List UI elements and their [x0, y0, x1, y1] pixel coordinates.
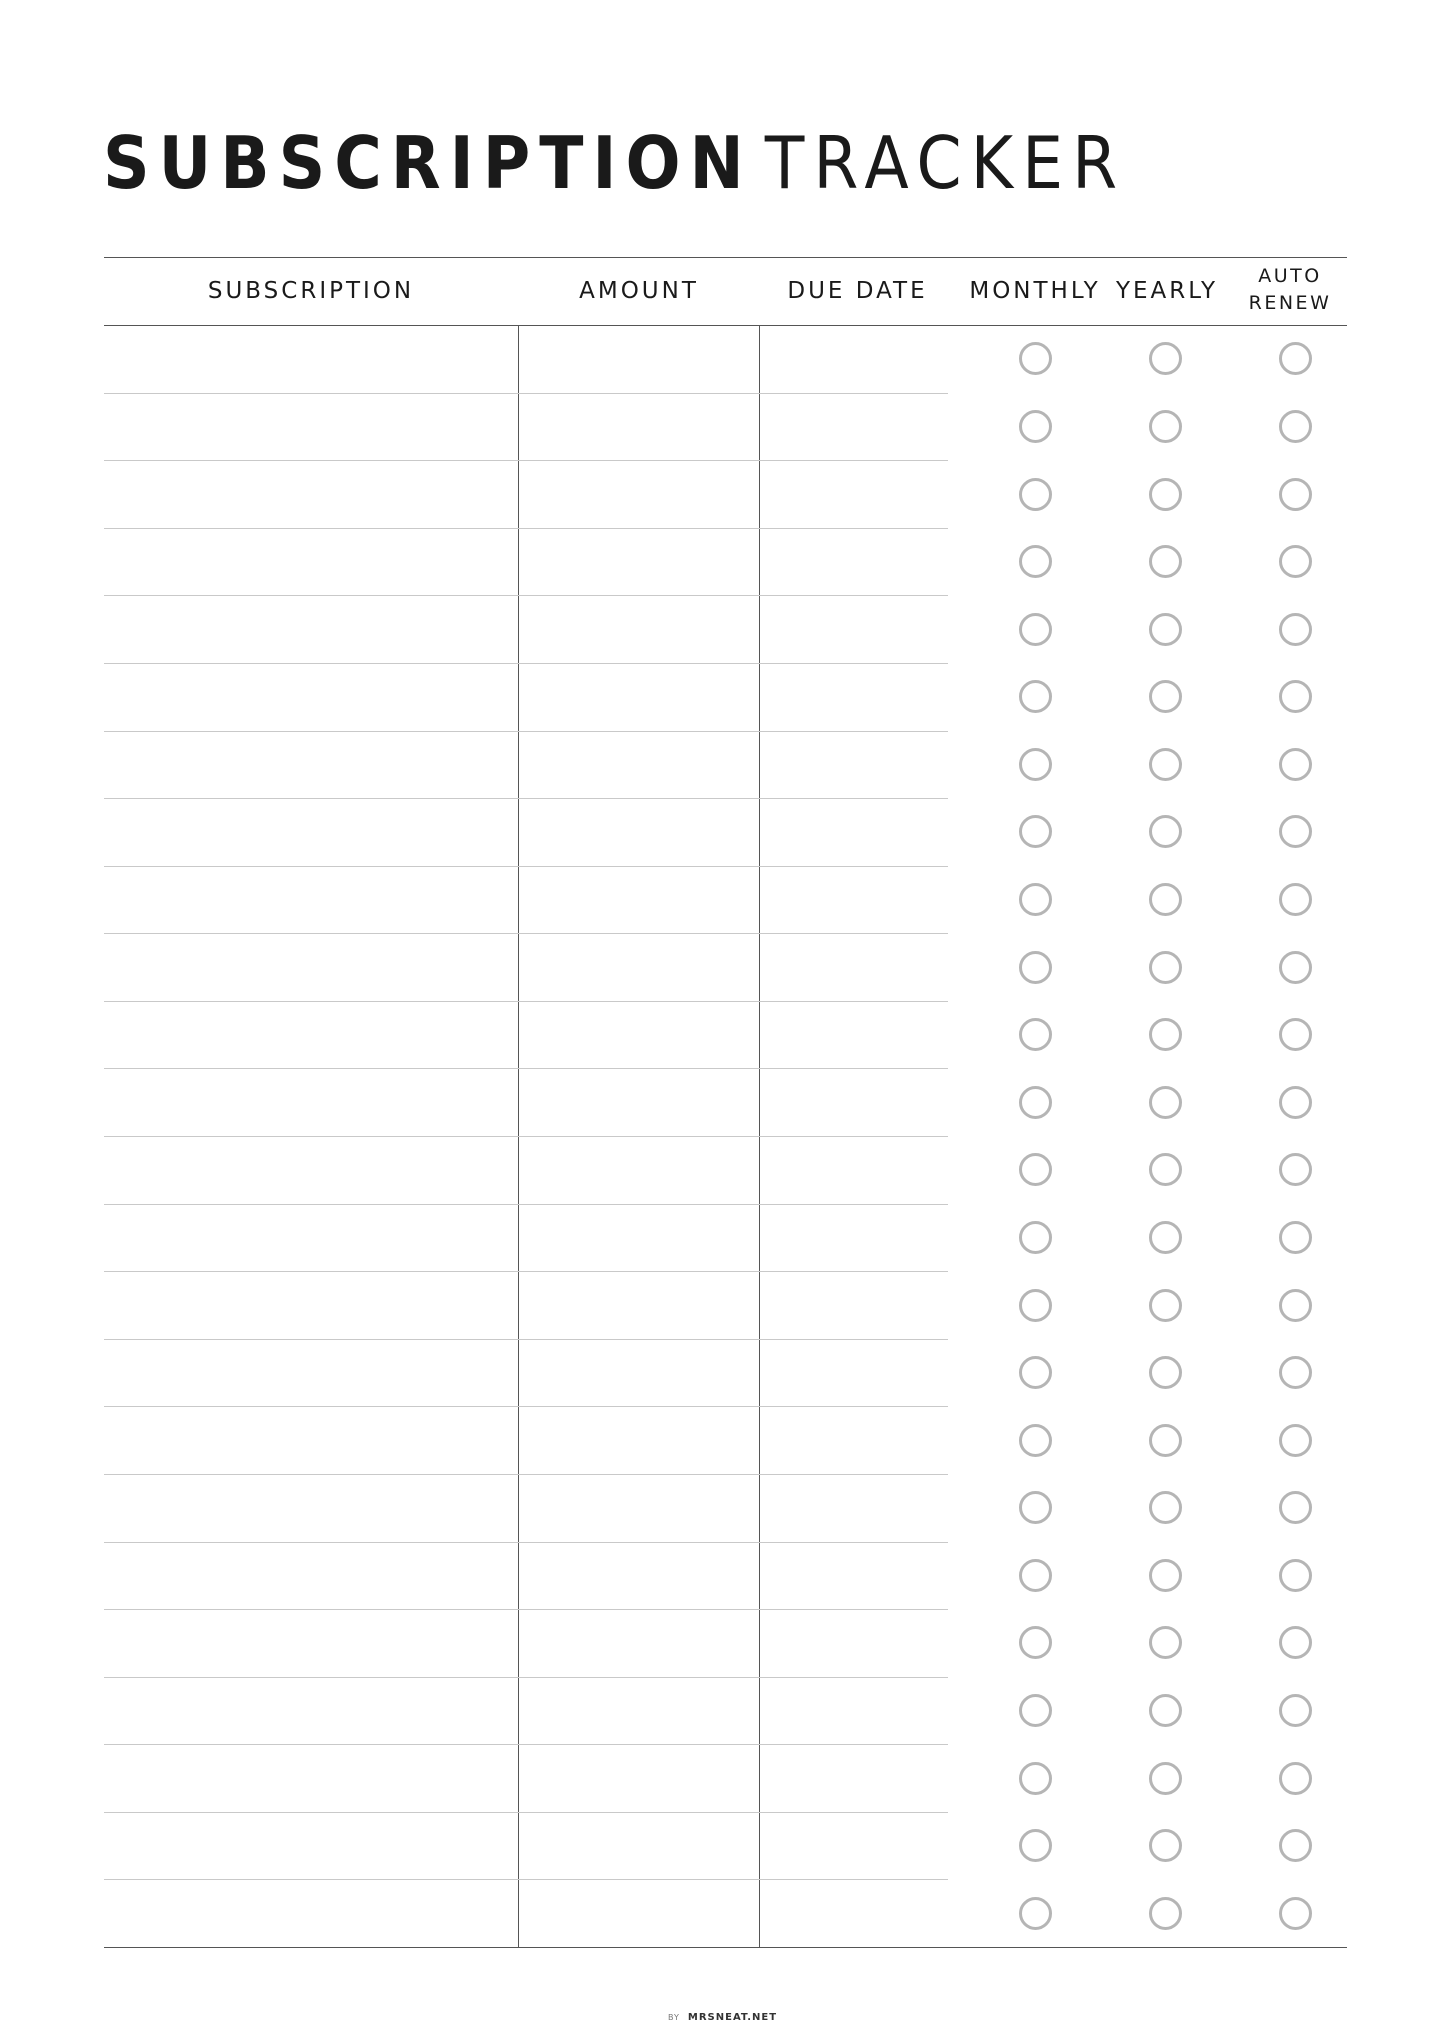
- auto-renew-checkbox[interactable]: [1279, 1221, 1312, 1254]
- auto-renew-checkbox[interactable]: [1279, 1762, 1312, 1795]
- monthly-checkbox[interactable]: [1019, 1221, 1052, 1254]
- auto-renew-checkbox[interactable]: [1279, 1424, 1312, 1457]
- row-separator: [104, 731, 948, 732]
- row-separator: [104, 1812, 948, 1813]
- header-yearly: YEARLY: [1115, 278, 1219, 304]
- monthly-checkbox[interactable]: [1019, 410, 1052, 443]
- row-separator: [104, 1744, 948, 1745]
- auto-renew-checkbox[interactable]: [1279, 342, 1312, 375]
- monthly-checkbox[interactable]: [1019, 680, 1052, 713]
- title-light: TRACKER: [764, 121, 1127, 205]
- monthly-checkbox[interactable]: [1019, 342, 1052, 375]
- header-auto-renew-line1: AUTO: [1258, 265, 1322, 287]
- footer-site: MRSNEAT.NET: [687, 2012, 778, 2023]
- monthly-checkbox[interactable]: [1019, 1018, 1052, 1051]
- auto-renew-checkbox[interactable]: [1279, 1626, 1312, 1659]
- row-separator: [104, 798, 948, 799]
- monthly-checkbox[interactable]: [1019, 478, 1052, 511]
- auto-renew-checkbox[interactable]: [1279, 1289, 1312, 1322]
- yearly-checkbox[interactable]: [1149, 1897, 1182, 1930]
- row-separator: [104, 1474, 948, 1475]
- yearly-checkbox[interactable]: [1149, 1694, 1182, 1727]
- yearly-checkbox[interactable]: [1149, 342, 1182, 375]
- auto-renew-checkbox[interactable]: [1279, 1491, 1312, 1524]
- monthly-checkbox[interactable]: [1019, 1897, 1052, 1930]
- auto-renew-checkbox[interactable]: [1279, 1829, 1312, 1862]
- auto-renew-checkbox[interactable]: [1279, 478, 1312, 511]
- yearly-checkbox[interactable]: [1149, 478, 1182, 511]
- monthly-checkbox[interactable]: [1019, 815, 1052, 848]
- yearly-checkbox[interactable]: [1149, 410, 1182, 443]
- yearly-checkbox[interactable]: [1149, 883, 1182, 916]
- monthly-checkbox[interactable]: [1019, 748, 1052, 781]
- yearly-checkbox[interactable]: [1149, 1762, 1182, 1795]
- auto-renew-checkbox[interactable]: [1279, 1018, 1312, 1051]
- yearly-checkbox[interactable]: [1149, 680, 1182, 713]
- monthly-checkbox[interactable]: [1019, 1829, 1052, 1862]
- yearly-checkbox[interactable]: [1149, 613, 1182, 646]
- row-separator: [104, 393, 948, 394]
- header-due-date: DUE DATE: [787, 278, 928, 304]
- yearly-checkbox[interactable]: [1149, 1829, 1182, 1862]
- auto-renew-checkbox[interactable]: [1279, 883, 1312, 916]
- auto-renew-checkbox[interactable]: [1279, 680, 1312, 713]
- table-top-rule: [104, 257, 1347, 258]
- yearly-checkbox[interactable]: [1149, 1626, 1182, 1659]
- monthly-checkbox[interactable]: [1019, 1491, 1052, 1524]
- auto-renew-checkbox[interactable]: [1279, 815, 1312, 848]
- table-header-rule: [104, 325, 1347, 326]
- auto-renew-checkbox[interactable]: [1279, 1356, 1312, 1389]
- row-separator: [104, 1339, 948, 1340]
- footer-credit: [0, 2012, 1445, 2023]
- monthly-checkbox[interactable]: [1019, 1153, 1052, 1186]
- yearly-checkbox[interactable]: [1149, 1153, 1182, 1186]
- monthly-checkbox[interactable]: [1019, 883, 1052, 916]
- yearly-checkbox[interactable]: [1149, 1221, 1182, 1254]
- monthly-checkbox[interactable]: [1019, 1559, 1052, 1592]
- yearly-checkbox[interactable]: [1149, 1086, 1182, 1119]
- auto-renew-checkbox[interactable]: [1279, 545, 1312, 578]
- row-separator: [104, 1677, 948, 1678]
- table-bottom-rule: [104, 1947, 1347, 1948]
- yearly-checkbox[interactable]: [1149, 1559, 1182, 1592]
- header-auto-renew: [1220, 263, 1360, 317]
- row-separator: [104, 663, 948, 664]
- yearly-checkbox[interactable]: [1149, 1356, 1182, 1389]
- auto-renew-checkbox[interactable]: [1279, 613, 1312, 646]
- auto-renew-checkbox[interactable]: [1279, 1897, 1312, 1930]
- header-amount: AMOUNT: [579, 278, 699, 304]
- yearly-checkbox[interactable]: [1149, 748, 1182, 781]
- row-separator: [104, 1001, 948, 1002]
- row-separator: [104, 528, 948, 529]
- auto-renew-checkbox[interactable]: [1279, 1153, 1312, 1186]
- header-monthly: MONTHLY: [969, 278, 1101, 304]
- monthly-checkbox[interactable]: [1019, 1356, 1052, 1389]
- auto-renew-checkbox[interactable]: [1279, 1694, 1312, 1727]
- monthly-checkbox[interactable]: [1019, 1289, 1052, 1322]
- row-separator: [104, 1406, 948, 1407]
- auto-renew-checkbox[interactable]: [1279, 410, 1312, 443]
- monthly-checkbox[interactable]: [1019, 613, 1052, 646]
- page-title: [103, 118, 1126, 208]
- auto-renew-checkbox[interactable]: [1279, 1559, 1312, 1592]
- yearly-checkbox[interactable]: [1149, 1018, 1182, 1051]
- row-separator: [104, 1271, 948, 1272]
- footer-by: BY: [667, 2013, 680, 2022]
- row-separator: [104, 1068, 948, 1069]
- auto-renew-checkbox[interactable]: [1279, 748, 1312, 781]
- header-auto-renew-line2: RENEW: [1248, 292, 1332, 314]
- monthly-checkbox[interactable]: [1019, 1424, 1052, 1457]
- yearly-checkbox[interactable]: [1149, 1491, 1182, 1524]
- monthly-checkbox[interactable]: [1019, 1694, 1052, 1727]
- row-separator: [104, 595, 948, 596]
- yearly-checkbox[interactable]: [1149, 545, 1182, 578]
- row-separator: [104, 1136, 948, 1137]
- yearly-checkbox[interactable]: [1149, 1289, 1182, 1322]
- row-separator: [104, 460, 948, 461]
- monthly-checkbox[interactable]: [1019, 545, 1052, 578]
- yearly-checkbox[interactable]: [1149, 1424, 1182, 1457]
- monthly-checkbox[interactable]: [1019, 1762, 1052, 1795]
- row-separator: [104, 866, 948, 867]
- row-separator: [104, 1609, 948, 1610]
- row-separator: [104, 1204, 948, 1205]
- auto-renew-checkbox[interactable]: [1279, 1086, 1312, 1119]
- monthly-checkbox[interactable]: [1019, 951, 1052, 984]
- monthly-checkbox[interactable]: [1019, 1086, 1052, 1119]
- header-subscription: SUBSCRIPTION: [207, 278, 415, 304]
- auto-renew-checkbox[interactable]: [1279, 951, 1312, 984]
- row-separator: [104, 1542, 948, 1543]
- row-separator: [104, 933, 948, 934]
- yearly-checkbox[interactable]: [1149, 815, 1182, 848]
- title-bold: SUBSCRIPTION: [103, 121, 753, 205]
- monthly-checkbox[interactable]: [1019, 1626, 1052, 1659]
- yearly-checkbox[interactable]: [1149, 951, 1182, 984]
- row-separator: [104, 1879, 948, 1880]
